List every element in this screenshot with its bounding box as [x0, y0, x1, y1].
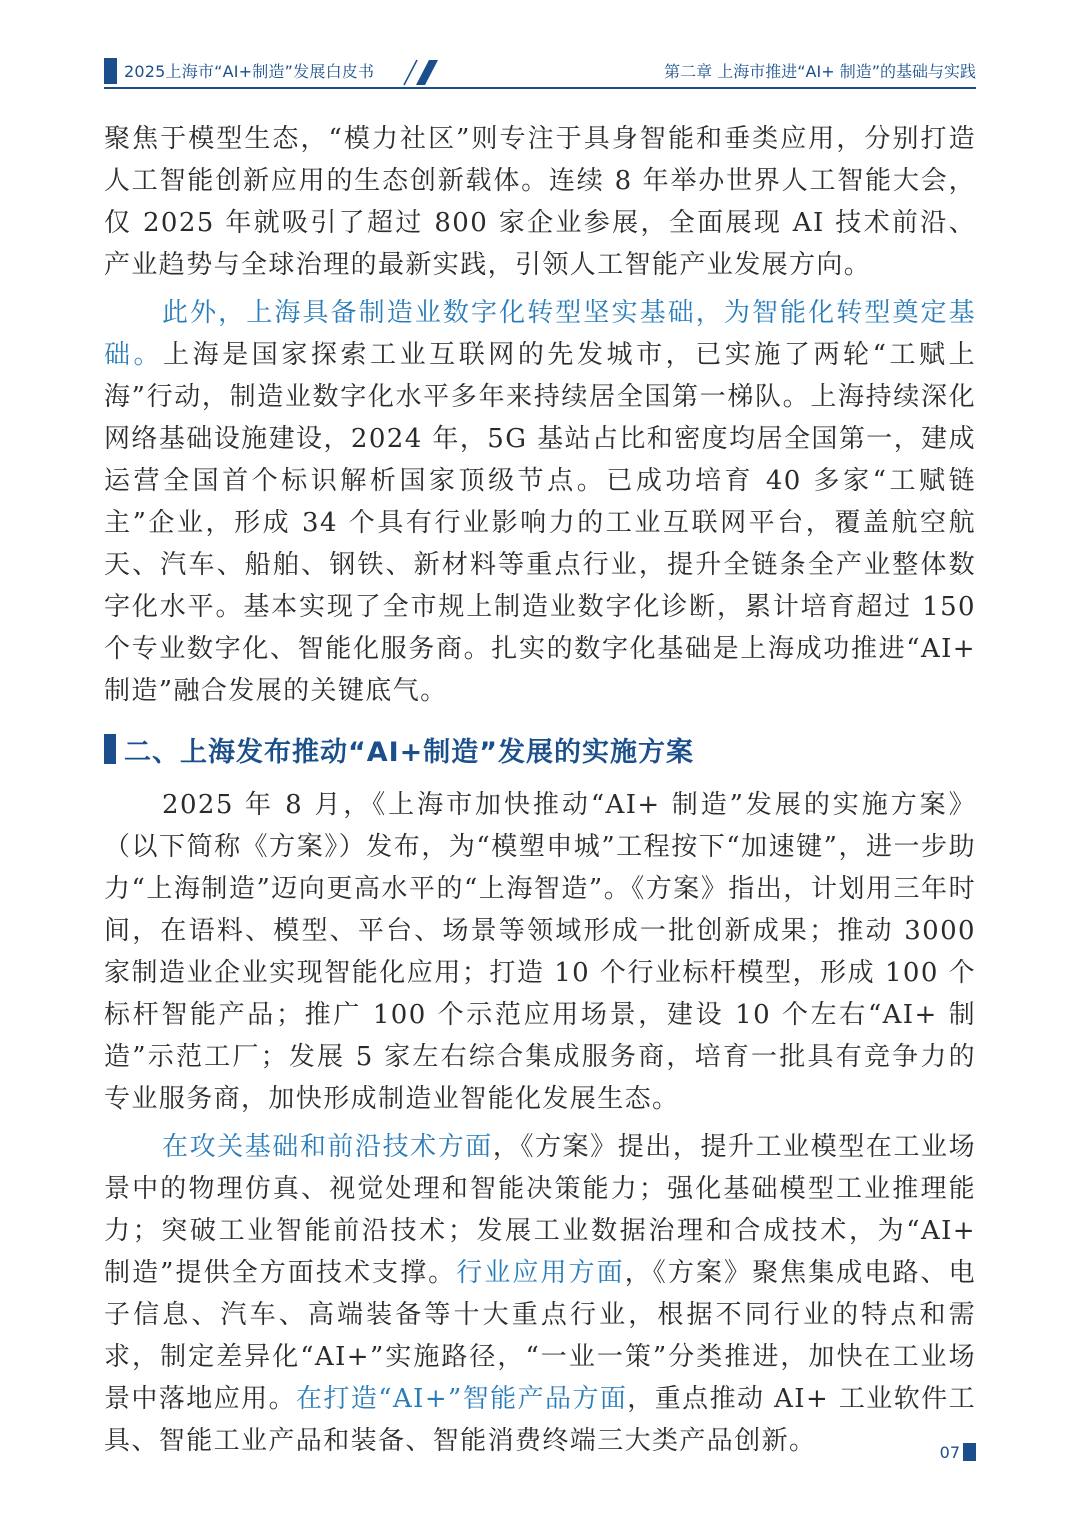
paragraph-4-lead-3: 在打造“AI+”智能产品方面 [296, 1384, 628, 1414]
paragraph-4-lead-2: 行业应用方面 [456, 1258, 625, 1288]
header-accent-bar [104, 58, 117, 84]
paragraph-4-text-3: ，重点推动 AI+ 工业软件工具、智能工业产品和装备、智能消费终端三大类产品创新。 [104, 1384, 976, 1456]
header-book-title-block [104, 56, 440, 86]
paragraph-1-text: 聚焦于模型生态，“模力社区”则专注于具身智能和垂类应用，分别打造人工智能创新应用的生态创新载体。连续 8 年举办世界人工智能大会，仅 2025 年就吸引了超过 800 家企业参展，全面展现 AI 技术前沿、产业趋势与全球治理的最新实践，引领人工智能产业发展方向。 [104, 124, 976, 280]
paragraph-4-lead-1: 在攻关基础和前沿技术方面 [162, 1132, 493, 1162]
paragraph-1 [104, 118, 976, 286]
paragraph-2 [104, 292, 976, 712]
section-heading-marker [104, 734, 116, 764]
paragraph-3 [104, 784, 976, 1120]
paragraph-4 [104, 1126, 976, 1462]
page-footer [940, 1441, 976, 1463]
paragraph-4-text-1: ，《方案》提出，提升工业模型在工业场景中的物理仿真、视觉处理和智能决策能力；强化基础模型工业推理能力；突破工业智能前沿技术；发展工业数据治理和合成技术，为“AI+ 制造”提供全方面技术支撑。 [104, 1132, 976, 1288]
paragraph-4-text-2: ，《方案》聚焦集成电路、电子信息、汽车、高端装备等十大重点行业，根据不同行业的特点和需求，制定差异化“AI+”实施路径，“一业一策”分类推进，加快在工业场景中落地应用。 [104, 1258, 977, 1414]
page-number: 07 [939, 1442, 960, 1462]
paragraph-2-text: 上海是国家探索工业互联网的先发城市，已实施了两轮“工赋上海”行动，制造业数字化水平多年来持续居全国第一梯队。上海持续深化网络基础设施建设，2024 年，5G 基站占比和密度均居全国第一，建成运营全国首个标识解析国家顶级节点。已成功培育 40 多家“工赋链主”企业，形成 34 个具有行业影响力的工业互联网平台，覆盖航空航天、汽车、船舶、钢铁、新材料等重点行业，提升全链条全产业整体数字化水平。基本实现了全市规上制造业数字化诊断，累计培育超过 150 个专业数字化、智能化服务商。扎实的数字化基础是上海成功推进“AI+ 制造”融合发展的关键底气。 [104, 340, 976, 706]
page-number-marker [963, 1443, 976, 1461]
header-chapter-title: 第二章 上海市推进“AI+ 制造”的基础与实践 [664, 62, 976, 81]
header-rule [104, 87, 976, 89]
section-heading-text: 二、上海发布推动“AI+制造”发展的实施方案 [124, 736, 695, 768]
section-heading [104, 724, 976, 774]
header-book-title: 2025上海市“AI+制造”发展白皮书 [124, 62, 375, 81]
paragraph-2-lead: 此外，上海具备制造业数字化转型坚实基础，为智能化转型奠定基础。 [104, 298, 976, 370]
page-content [104, 118, 976, 1462]
paragraph-3-text: 2025 年 8 月，《上海市加快推动“AI+ 制造”发展的实施方案》（以下简称《方案》）发布，为“模塑申城”工程按下“加速键”，进一步助力“上海制造”迈向更高水平的“上海智造”。《方案》指出，计划用三年时间，在语料、模型、平台、场景等领域形成一批创新成果；推动 3000 家制造业企业实现智能化应用；打造 10 个行业标杆模型，形成 100 个标杆智能产品；推广 100 个示范应用场景，建设 10 个左右“AI+ 制造”示范工厂；发展 5 家左右综合集成服务商，培育一批具有竞争力的专业服务商，加快形成制造业智能化发展生态。 [104, 790, 976, 1114]
